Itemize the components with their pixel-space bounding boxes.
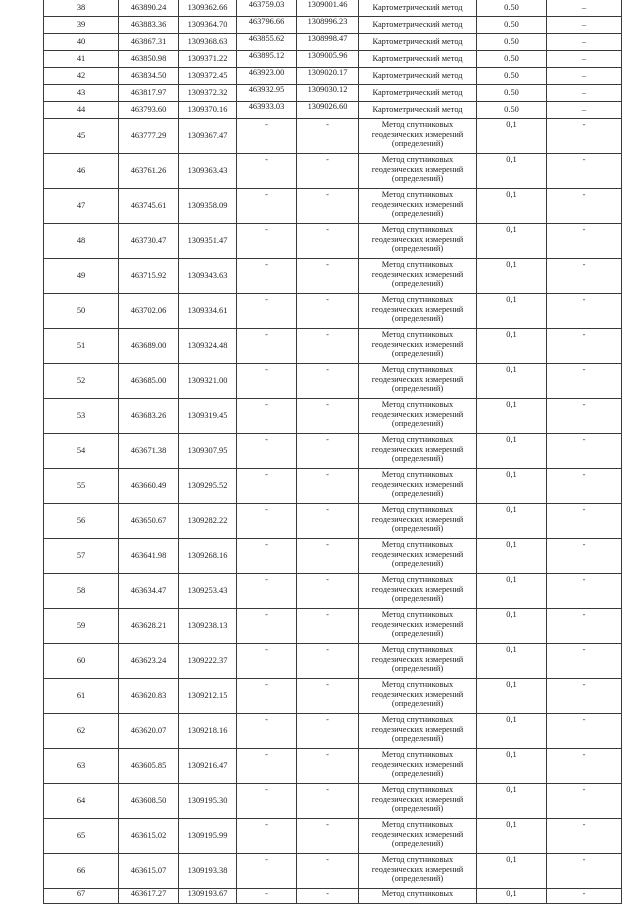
description-cell: - [547,574,622,609]
y-coordinate-cell: 1309364.70 [179,17,237,34]
accuracy-cell: 0.50 [477,0,547,17]
prev-y-coordinate-cell: - [297,784,359,819]
point-number-cell: 51 [44,329,119,364]
description-cell: - [547,364,622,399]
prev-y-coordinate-cell: 1309026.60 [297,102,359,119]
description-cell: - [547,434,622,469]
prev-y-coordinate-cell: 1309020.17 [297,68,359,85]
prev-y-coordinate-cell: - [297,504,359,539]
prev-x-coordinate-cell: - [237,294,297,329]
prev-y-coordinate-cell: - [297,434,359,469]
prev-x-coordinate-cell: 463895.12 [237,51,297,68]
method-cell: Метод спутниковых геодезических измерений (определений) [359,504,477,539]
method-cell: Метод спутниковых геодезических измерений (определений) [359,294,477,329]
point-number-cell: 60 [44,644,119,679]
x-coordinate-cell: 463834.50 [119,68,179,85]
accuracy-cell: 0,1 [477,644,547,679]
x-coordinate-cell: 463867.31 [119,34,179,51]
method-cell: Метод спутниковых геодезических измерений (определений) [359,364,477,399]
method-cell: Метод спутниковых геодезических измерений (определений) [359,644,477,679]
accuracy-cell: 0.50 [477,85,547,102]
accuracy-cell: 0,1 [477,504,547,539]
description-cell: – [547,17,622,34]
point-number-cell: 65 [44,819,119,854]
x-coordinate-cell: 463685.00 [119,364,179,399]
prev-x-coordinate-cell: - [237,224,297,259]
x-coordinate-cell: 463641.98 [119,539,179,574]
x-coordinate-cell: 463605.85 [119,749,179,784]
description-cell: - [547,154,622,189]
prev-y-coordinate-cell: - [297,644,359,679]
accuracy-cell: 0,1 [477,189,547,224]
prev-y-coordinate-cell: - [297,749,359,784]
y-coordinate-cell: 1309343.63 [179,259,237,294]
description-cell: - [547,189,622,224]
y-coordinate-cell: 1309351.47 [179,224,237,259]
prev-y-coordinate-cell: 1309001.46 [297,0,359,17]
description-cell: – [547,0,622,17]
y-coordinate-cell: 1309216.47 [179,749,237,784]
prev-y-coordinate-cell: - [297,119,359,154]
description-cell: - [547,784,622,819]
prev-x-coordinate-cell: 463923.00 [237,68,297,85]
y-coordinate-cell: 1309370.16 [179,102,237,119]
description-cell: - [547,749,622,784]
prev-y-coordinate-cell: - [297,329,359,364]
point-number-cell: 54 [44,434,119,469]
y-coordinate-cell: 1309371.22 [179,51,237,68]
y-coordinate-cell: 1309195.30 [179,784,237,819]
prev-x-coordinate-cell: - [237,749,297,784]
point-number-cell: 63 [44,749,119,784]
method-cell: Метод спутниковых геодезических измерений (определений) [359,119,477,154]
point-number-cell: 53 [44,399,119,434]
method-cell: Метод спутниковых геодезических измерений (определений) [359,224,477,259]
accuracy-cell: 0.50 [477,34,547,51]
accuracy-cell: 0,1 [477,819,547,854]
y-coordinate-cell: 1309307.95 [179,434,237,469]
y-coordinate-cell: 1309212.15 [179,679,237,714]
accuracy-cell: 0,1 [477,329,547,364]
method-cell: Метод спутниковых геодезических измерений (определений) [359,749,477,784]
accuracy-cell: 0,1 [477,154,547,189]
table-row [44,34,622,51]
y-coordinate-cell: 1309321.00 [179,364,237,399]
prev-y-coordinate-cell: - [297,679,359,714]
accuracy-cell: 0,1 [477,224,547,259]
accuracy-cell: 0,1 [477,469,547,504]
accuracy-cell: 0,1 [477,784,547,819]
point-number-cell: 46 [44,154,119,189]
prev-y-coordinate-cell: 1308996.23 [297,17,359,34]
accuracy-cell: 0,1 [477,749,547,784]
description-cell: - [547,329,622,364]
prev-x-coordinate-cell: - [237,539,297,574]
x-coordinate-cell: 463617.27 [119,889,179,904]
prev-x-coordinate-cell: - [237,469,297,504]
prev-y-coordinate-cell: - [297,889,359,904]
accuracy-cell: 0,1 [477,889,547,904]
y-coordinate-cell: 1309358.09 [179,189,237,224]
prev-y-coordinate-cell: - [297,854,359,889]
x-coordinate-cell: 463660.49 [119,469,179,504]
prev-y-coordinate-cell: - [297,574,359,609]
table-row [44,68,622,85]
method-cell: Метод спутниковых геодезических измерений (определений) [359,854,477,889]
method-cell: Картометрический метод [359,34,477,51]
description-cell: - [547,644,622,679]
point-number-cell: 41 [44,51,119,68]
prev-x-coordinate-cell: - [237,329,297,364]
table-row [44,17,622,34]
y-coordinate-cell: 1309253.43 [179,574,237,609]
description-cell: - [547,819,622,854]
prev-y-coordinate-cell: 1309030.12 [297,85,359,102]
prev-y-coordinate-cell: - [297,714,359,749]
description-cell: - [547,854,622,889]
accuracy-cell: 0,1 [477,539,547,574]
table-row [44,329,622,364]
point-number-cell: 42 [44,68,119,85]
accuracy-cell: 0,1 [477,854,547,889]
prev-x-coordinate-cell: 463855.62 [237,34,297,51]
method-cell: Картометрический метод [359,0,477,17]
point-number-cell: 59 [44,609,119,644]
method-cell: Метод спутниковых геодезических измерений (определений) [359,574,477,609]
accuracy-cell: 0.50 [477,17,547,34]
table-row [44,51,622,68]
prev-x-coordinate-cell: - [237,574,297,609]
method-cell: Картометрический метод [359,17,477,34]
prev-y-coordinate-cell: - [297,189,359,224]
method-cell: Метод спутниковых геодезических измерений (определений) [359,399,477,434]
x-coordinate-cell: 463793.60 [119,102,179,119]
prev-x-coordinate-cell: - [237,644,297,679]
prev-x-coordinate-cell: - [237,679,297,714]
x-coordinate-cell: 463883.36 [119,17,179,34]
method-cell: Метод спутниковых геодезических измерений (определений) [359,259,477,294]
y-coordinate-cell: 1309324.48 [179,329,237,364]
method-cell: Метод спутниковых геодезических измерений (определений) [359,609,477,644]
description-cell: – [547,68,622,85]
point-number-cell: 50 [44,294,119,329]
prev-y-coordinate-cell: - [297,539,359,574]
table-row [44,259,622,294]
prev-x-coordinate-cell: 463932.95 [237,85,297,102]
x-coordinate-cell: 463689.00 [119,329,179,364]
prev-y-coordinate-cell: - [297,294,359,329]
table-row [44,434,622,469]
method-cell: Метод спутниковых геодезических измерений (определений) [359,539,477,574]
prev-y-coordinate-cell: 1308998.47 [297,34,359,51]
table-row [44,574,622,609]
accuracy-cell: 0,1 [477,119,547,154]
point-number-cell: 52 [44,364,119,399]
y-coordinate-cell: 1309319.45 [179,399,237,434]
description-cell: – [547,102,622,119]
y-coordinate-cell: 1309282.22 [179,504,237,539]
accuracy-cell: 0.50 [477,102,547,119]
y-coordinate-cell: 1309368.63 [179,34,237,51]
prev-x-coordinate-cell: - [237,889,297,904]
y-coordinate-cell: 1309238.13 [179,609,237,644]
accuracy-cell: 0,1 [477,714,547,749]
x-coordinate-cell: 463615.07 [119,854,179,889]
method-cell: Метод спутниковых геодезических измерений (определений) [359,154,477,189]
table-row [44,469,622,504]
x-coordinate-cell: 463671.38 [119,434,179,469]
prev-x-coordinate-cell: - [237,434,297,469]
coordinates-table [43,0,622,904]
prev-x-coordinate-cell: - [237,819,297,854]
method-cell: Метод спутниковых [359,889,477,904]
accuracy-cell: 0,1 [477,259,547,294]
table-row [44,119,622,154]
x-coordinate-cell: 463620.83 [119,679,179,714]
y-coordinate-cell: 1309268.16 [179,539,237,574]
x-coordinate-cell: 463620.07 [119,714,179,749]
point-number-cell: 45 [44,119,119,154]
prev-x-coordinate-cell: 463759.03 [237,0,297,17]
table-row [44,784,622,819]
table-row [44,889,622,904]
method-cell: Метод спутниковых геодезических измерений (определений) [359,189,477,224]
x-coordinate-cell: 463634.47 [119,574,179,609]
prev-x-coordinate-cell: - [237,504,297,539]
prev-x-coordinate-cell: - [237,784,297,819]
description-cell: - [547,259,622,294]
x-coordinate-cell: 463777.29 [119,119,179,154]
x-coordinate-cell: 463615.02 [119,819,179,854]
description-cell: - [547,539,622,574]
y-coordinate-cell: 1309193.38 [179,854,237,889]
prev-x-coordinate-cell: - [237,259,297,294]
prev-x-coordinate-cell: - [237,609,297,644]
description-cell: - [547,399,622,434]
x-coordinate-cell: 463817.97 [119,85,179,102]
accuracy-cell: 0,1 [477,679,547,714]
x-coordinate-cell: 463715.92 [119,259,179,294]
y-coordinate-cell: 1309193.67 [179,889,237,904]
table-row [44,399,622,434]
x-coordinate-cell: 463745.61 [119,189,179,224]
point-number-cell: 49 [44,259,119,294]
x-coordinate-cell: 463702.06 [119,294,179,329]
point-number-cell: 56 [44,504,119,539]
prev-y-coordinate-cell: - [297,399,359,434]
description-cell: - [547,294,622,329]
point-number-cell: 55 [44,469,119,504]
method-cell: Картометрический метод [359,68,477,85]
table-row [44,819,622,854]
point-number-cell: 40 [44,34,119,51]
point-number-cell: 47 [44,189,119,224]
y-coordinate-cell: 1309195.99 [179,819,237,854]
description-cell: - [547,119,622,154]
point-number-cell: 58 [44,574,119,609]
y-coordinate-cell: 1309363.43 [179,154,237,189]
point-number-cell: 57 [44,539,119,574]
x-coordinate-cell: 463608.50 [119,784,179,819]
accuracy-cell: 0.50 [477,51,547,68]
description-cell: - [547,609,622,644]
method-cell: Метод спутниковых геодезических измерений (определений) [359,819,477,854]
method-cell: Картометрический метод [359,51,477,68]
accuracy-cell: 0.50 [477,68,547,85]
y-coordinate-cell: 1309372.45 [179,68,237,85]
table-row [44,644,622,679]
description-cell: - [547,679,622,714]
point-number-cell: 48 [44,224,119,259]
prev-x-coordinate-cell: 463933.03 [237,102,297,119]
prev-y-coordinate-cell: - [297,259,359,294]
point-number-cell: 67 [44,889,119,904]
point-number-cell: 43 [44,85,119,102]
table-row [44,679,622,714]
method-cell: Метод спутниковых геодезических измерений (определений) [359,784,477,819]
y-coordinate-cell: 1309222.37 [179,644,237,679]
table-row [44,749,622,784]
y-coordinate-cell: 1309218.16 [179,714,237,749]
description-cell: – [547,51,622,68]
table-row [44,102,622,119]
method-cell: Картометрический метод [359,85,477,102]
point-number-cell: 38 [44,0,119,17]
point-number-cell: 66 [44,854,119,889]
point-number-cell: 39 [44,17,119,34]
prev-x-coordinate-cell: - [237,714,297,749]
method-cell: Метод спутниковых геодезических измерений (определений) [359,329,477,364]
accuracy-cell: 0,1 [477,609,547,644]
x-coordinate-cell: 463890.24 [119,0,179,17]
prev-x-coordinate-cell: - [237,364,297,399]
method-cell: Метод спутниковых геодезических измерений (определений) [359,434,477,469]
x-coordinate-cell: 463761.26 [119,154,179,189]
x-coordinate-cell: 463850.98 [119,51,179,68]
prev-x-coordinate-cell: - [237,119,297,154]
method-cell: Метод спутниковых геодезических измерений (определений) [359,714,477,749]
table-row [44,854,622,889]
x-coordinate-cell: 463650.67 [119,504,179,539]
accuracy-cell: 0,1 [477,294,547,329]
prev-y-coordinate-cell: - [297,224,359,259]
point-number-cell: 62 [44,714,119,749]
table-body [44,0,622,904]
prev-y-coordinate-cell: 1309005.96 [297,51,359,68]
description-cell: – [547,34,622,51]
method-cell: Метод спутниковых геодезических измерений (определений) [359,679,477,714]
table-row [44,0,622,17]
y-coordinate-cell: 1309295.52 [179,469,237,504]
description-cell: - [547,504,622,539]
prev-x-coordinate-cell: - [237,854,297,889]
y-coordinate-cell: 1309367.47 [179,119,237,154]
x-coordinate-cell: 463628.21 [119,609,179,644]
table-row [44,364,622,399]
table-row [44,539,622,574]
table-row [44,224,622,259]
x-coordinate-cell: 463730.47 [119,224,179,259]
description-cell: - [547,469,622,504]
point-number-cell: 44 [44,102,119,119]
description-cell: – [547,85,622,102]
table-row [44,154,622,189]
point-number-cell: 61 [44,679,119,714]
point-number-cell: 64 [44,784,119,819]
x-coordinate-cell: 463623.24 [119,644,179,679]
prev-y-coordinate-cell: - [297,364,359,399]
prev-x-coordinate-cell: 463796.66 [237,17,297,34]
table-row [44,504,622,539]
prev-x-coordinate-cell: - [237,154,297,189]
description-cell: - [547,714,622,749]
table-row [44,294,622,329]
table-row [44,85,622,102]
prev-y-coordinate-cell: - [297,609,359,644]
method-cell: Картометрический метод [359,102,477,119]
table-row [44,714,622,749]
y-coordinate-cell: 1309372.32 [179,85,237,102]
prev-y-coordinate-cell: - [297,469,359,504]
accuracy-cell: 0,1 [477,574,547,609]
method-cell: Метод спутниковых геодезических измерений (определений) [359,469,477,504]
prev-y-coordinate-cell: - [297,819,359,854]
x-coordinate-cell: 463683.26 [119,399,179,434]
prev-x-coordinate-cell: - [237,399,297,434]
accuracy-cell: 0,1 [477,364,547,399]
table-row [44,189,622,224]
y-coordinate-cell: 1309334.61 [179,294,237,329]
accuracy-cell: 0,1 [477,434,547,469]
table-row [44,609,622,644]
prev-y-coordinate-cell: - [297,154,359,189]
description-cell: - [547,224,622,259]
prev-x-coordinate-cell: - [237,189,297,224]
accuracy-cell: 0,1 [477,399,547,434]
description-cell: - [547,889,622,904]
y-coordinate-cell: 1309362.66 [179,0,237,17]
